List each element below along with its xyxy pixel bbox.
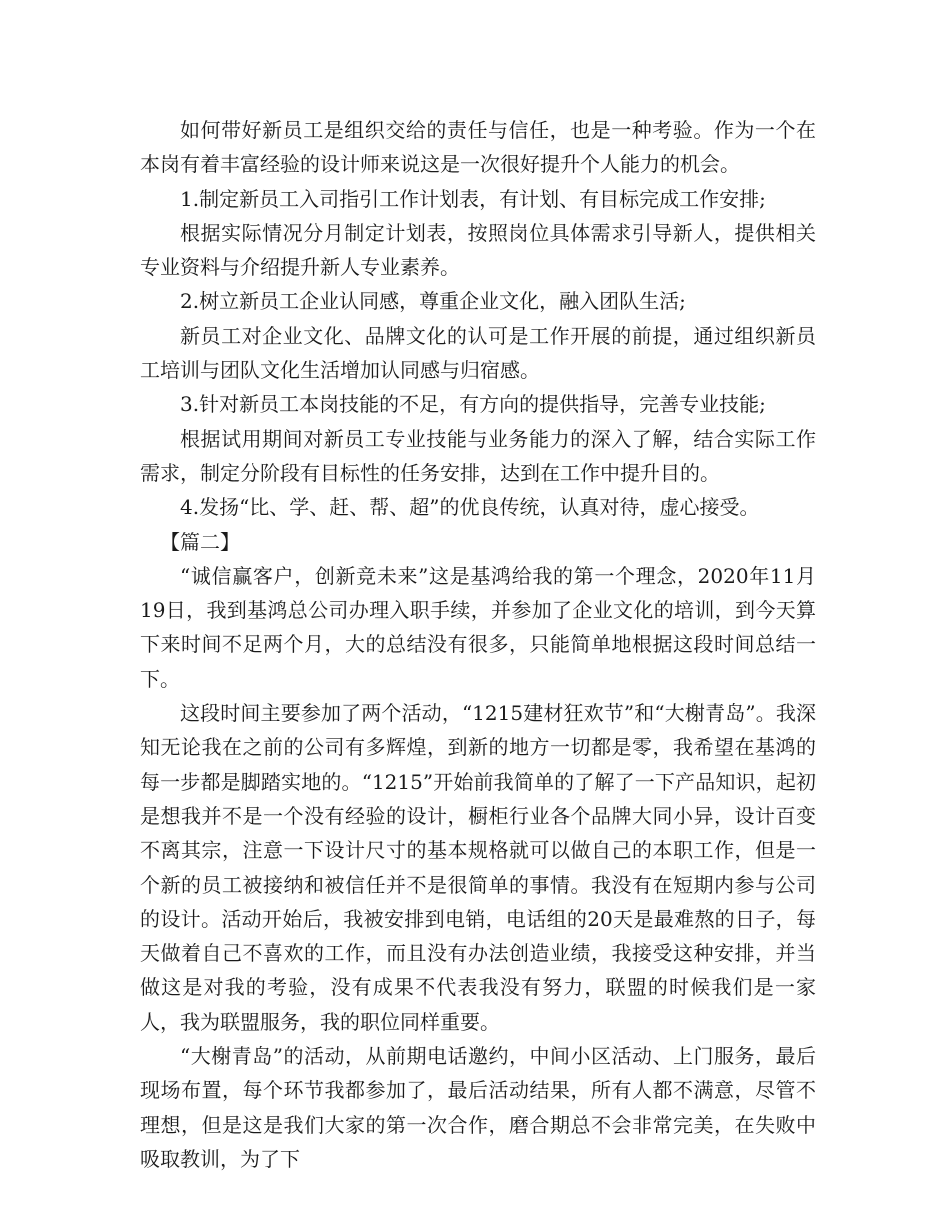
paragraph-item-3-detail: 根据试用期间对新员工专业技能与业务能力的深入了解，结合实际工作需求，制定分阶段有目标性的任务安排，达到在工作中提升目的。 — [140, 426, 816, 485]
paragraph-item-2-detail: 新员工对企业文化、品牌文化的认可是工作开展的前提，通过组织新员工培训与团队文化生活增加认同感与归宿感。 — [140, 323, 816, 383]
paragraph-item-1-detail: 根据实际情况分月制定计划表，按照岗位具体需求引导新人，提供相关专业资料与介绍提升新人专业素养。 — [140, 220, 816, 280]
paragraph-section2-1: “诚信赢客户，创新竞未来”这是基鸿给我的第一个理念，2020年11月19日，我到基鸿总公司办理入职手续，并参加了企业文化的培训，到今天算下来时间不足两个月，大的总结没有很多，只能简单地根据这段时间总结一下。 — [140, 563, 816, 691]
paragraph-item-2: 2.树立新员工企业认同感，尊重企业文化，融入团队生活; — [180, 289, 686, 314]
paragraph-section2-3: “大榭青岛”的活动，从前期电话邀约，中间小区活动、上门服务，最后现场布置，每个环节我都参加了，最后活动结果，所有人都不满意，尽管不理想，但是这是我们大家的第一次合作，磨合期总不会非常完美，在失败中吸取教训，为了下 — [140, 1044, 816, 1171]
document-page — [140, 113, 816, 1176]
paragraph-item-1: 1.制定新员工入司指引工作计划表，有计划、有目标完成工作安排; — [180, 186, 766, 211]
paragraph-item-3: 3.针对新员工本岗技能的不足，有方向的提供指导，完善专业技能; — [180, 392, 766, 417]
section-heading: 【篇二】 — [160, 529, 240, 554]
paragraph-section2-2: 这段时间主要参加了两个活动，“1215建材狂欢节”和“大榭青岛”。我深知无论我在之前的公司有多辉煌，到新的地方一切都是零，我希望在基鸿的每一步都是脚踏实地的。“1215”开始前我简单的了解了一下产品知识，起初是想我并不是一个没有经验的设计，橱柜行业各个品牌大同小异，设计百变不离其宗，注意一下设计尺寸的基本规格就可以做自己的本职工作，但是一个新的员工被接纳和被信任并不是很简单的事情。我没有在短期内参与公司的设计。活动开始后，我被安排到电销，电话组的20天是最难熬的日子，每天做着自己不喜欢的工作，而且没有办法创造业绩，我接受这种安排，并当做这是对我的考验，没有成果不代表我没有努力，联盟的时候我们是一家人，我为联盟服务，我的职位同样重要。 — [140, 701, 816, 1034]
paragraph-item-4: 4.发扬“比、学、赶、帮、超”的优良传统，认真对待，虚心接受。 — [180, 495, 760, 520]
paragraph-intro: 如何带好新员工是组织交给的责任与信任，也是一种考验。作为一个在本岗有着丰富经验的设计师来说这是一次很好提升个人能力的机会。 — [140, 118, 816, 177]
